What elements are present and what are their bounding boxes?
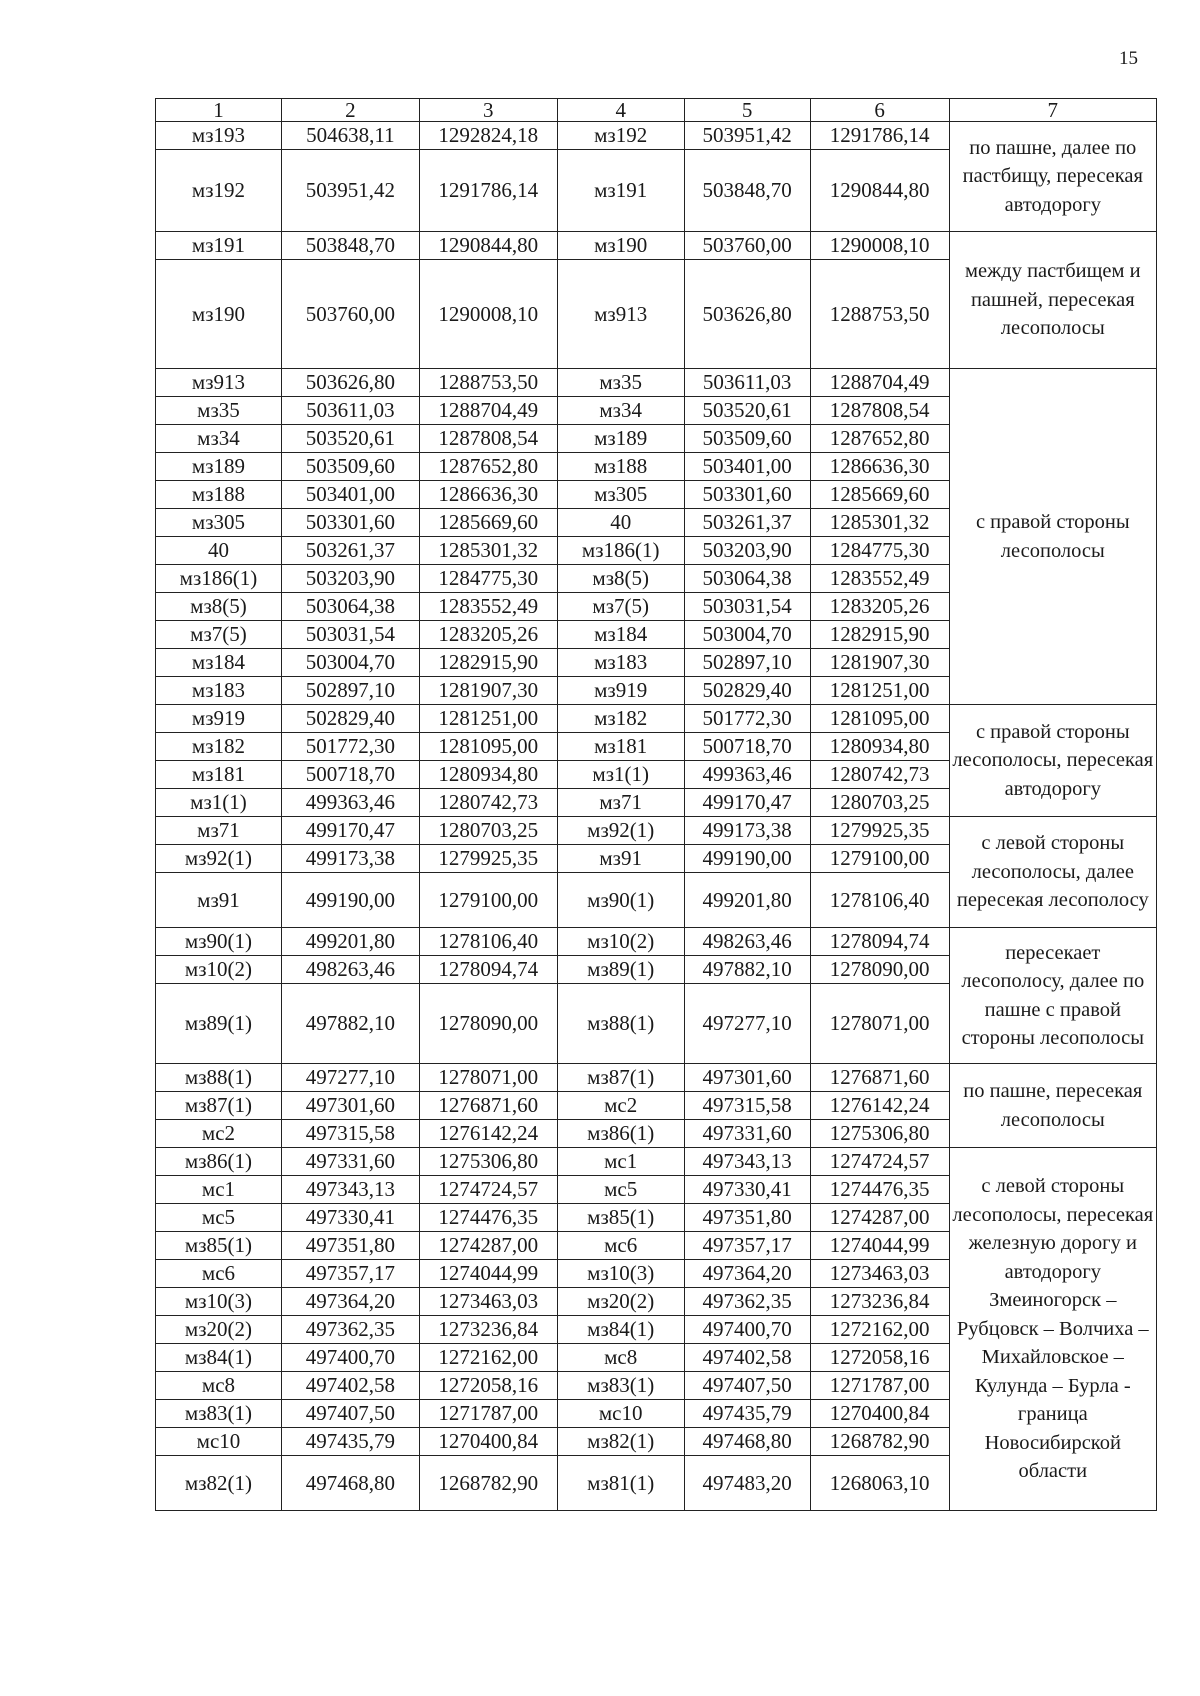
table-cell: мз90(1) [156,928,282,956]
table-cell: мз35 [156,397,282,425]
table-cell: 1278094,74 [419,956,557,984]
table-cell: 1280742,73 [810,761,949,789]
header-cell: 3 [419,99,557,122]
table-cell: 502829,40 [684,677,810,705]
table-cell: 503004,70 [281,649,419,677]
table-cell: 1274287,00 [419,1232,557,1260]
table-cell: 1280934,80 [810,733,949,761]
table-cell: 1278090,00 [419,984,557,1064]
table-cell: мз193 [156,122,282,150]
table-cell: мз34 [557,397,684,425]
table-cell: 1278106,40 [810,873,949,928]
table-cell: мз71 [156,817,282,845]
table-row [156,928,1157,956]
table-cell: мз1(1) [156,789,282,817]
table-cell: 503301,60 [684,481,810,509]
table-cell: мз190 [156,260,282,369]
table-row [156,705,1157,733]
table-row [156,232,1157,260]
table-cell: 1272162,00 [810,1316,949,1344]
table-cell: 1272058,16 [810,1344,949,1372]
table-cell: 503509,60 [281,453,419,481]
table-cell: 1273463,03 [810,1260,949,1288]
table-cell: мз186(1) [156,565,282,593]
table-cell: 497402,58 [684,1344,810,1372]
table-cell: 1290844,80 [810,150,949,232]
table-cell: мз91 [156,873,282,928]
table-cell: 497882,10 [684,956,810,984]
table-cell: 497301,60 [281,1092,419,1120]
table-cell: мз86(1) [156,1148,282,1176]
table-cell: мз91 [557,845,684,873]
table-cell: 503031,54 [684,593,810,621]
table-cell: мз189 [156,453,282,481]
table-cell: 1270400,84 [810,1400,949,1428]
table-cell: 1268063,10 [810,1456,949,1511]
table-cell: мз184 [156,649,282,677]
table-cell: 1285301,32 [419,537,557,565]
table-cell: 504638,11 [281,122,419,150]
table-cell: мс10 [156,1428,282,1456]
table-cell: 503509,60 [684,425,810,453]
table-cell: 1275306,80 [810,1120,949,1148]
table-cell: 1282915,90 [810,621,949,649]
table-cell: 1274724,57 [419,1176,557,1204]
table-cell: мз186(1) [557,537,684,565]
table-cell: мс8 [557,1344,684,1372]
table-cell: 499190,00 [281,873,419,928]
table-cell: мз85(1) [557,1204,684,1232]
table-cell: 500718,70 [684,733,810,761]
table-cell: 1285301,32 [810,509,949,537]
table-cell: 503951,42 [281,150,419,232]
table-cell: 1271787,00 [810,1372,949,1400]
table-cell: 503031,54 [281,621,419,649]
table-cell: мз183 [557,649,684,677]
table-cell: 1279925,35 [810,817,949,845]
table-cell: 1283552,49 [419,593,557,621]
table-cell: 1292824,18 [419,122,557,150]
table-cell: мз182 [156,733,282,761]
header-cell: 2 [281,99,419,122]
table-cell: 499201,80 [684,873,810,928]
table-cell: мз87(1) [156,1092,282,1120]
table-cell: мс10 [557,1400,684,1428]
table-cell: 503064,38 [684,565,810,593]
table-cell: мз7(5) [156,621,282,649]
table-cell: 1274476,35 [810,1176,949,1204]
table-cell: 503611,03 [281,397,419,425]
table-cell: мз192 [557,122,684,150]
table-cell: 1279925,35 [419,845,557,873]
table-cell: мз191 [156,232,282,260]
table-cell: мз8(5) [156,593,282,621]
table-cell: 499170,47 [281,817,419,845]
route-description: с правой стороны лесополосы, пересекая автодорогу [949,705,1156,817]
table-cell: мз183 [156,677,282,705]
table-cell: мз88(1) [156,1064,282,1092]
table-cell: мз82(1) [156,1456,282,1511]
table-cell: 1290008,10 [419,260,557,369]
table-cell: мз35 [557,369,684,397]
table-cell: 503261,37 [281,537,419,565]
table-cell: 499173,38 [281,845,419,873]
header-cell: 5 [684,99,810,122]
table-cell: 503626,80 [684,260,810,369]
table-row [156,369,1157,397]
table-cell: 503004,70 [684,621,810,649]
table-cell: 40 [156,537,282,565]
table-cell: 1274287,00 [810,1204,949,1232]
table-cell: 1280934,80 [419,761,557,789]
table-cell: 1284775,30 [419,565,557,593]
table-cell: 503626,80 [281,369,419,397]
table-cell: 1272058,16 [419,1372,557,1400]
table-cell: мс5 [557,1176,684,1204]
table-cell: 1288753,50 [810,260,949,369]
table-cell: 503401,00 [281,481,419,509]
table-cell: 499170,47 [684,789,810,817]
route-description: пересекает лесополосу, далее по пашне с правой стороны лесополосы [949,928,1156,1064]
table-cell: мз190 [557,232,684,260]
table-cell: 1281251,00 [419,705,557,733]
table-cell: 497331,60 [281,1148,419,1176]
table-cell: 502829,40 [281,705,419,733]
table-cell: 501772,30 [281,733,419,761]
table-cell: 497330,41 [684,1176,810,1204]
table-cell: мз10(3) [156,1288,282,1316]
table-row [156,1064,1157,1092]
table-cell: 497400,70 [281,1344,419,1372]
table-cell: мз188 [156,481,282,509]
table-cell: 1274476,35 [419,1204,557,1232]
table-cell: 1285669,60 [810,481,949,509]
route-description: с левой стороны лесополосы, пересекая железную дорогу и автодорогу Змеиногорск – Рубцовск – Волчиха – Михайловское – Кулунда – Бурла - граница Новосибирской области [949,1148,1156,1511]
table-cell: 1276871,60 [810,1064,949,1092]
table-cell: 497402,58 [281,1372,419,1400]
table-cell: мз87(1) [557,1064,684,1092]
table-row [156,1148,1157,1176]
table-cell: 497315,58 [684,1092,810,1120]
table-cell: 499201,80 [281,928,419,956]
table-cell: мз71 [557,789,684,817]
table-cell: мз919 [557,677,684,705]
table-cell: 499190,00 [684,845,810,873]
table-cell: 1275306,80 [419,1148,557,1176]
table-cell: 497277,10 [281,1064,419,1092]
table-cell: 502897,10 [281,677,419,705]
table-cell: 1283205,26 [419,621,557,649]
table-cell: мз81(1) [557,1456,684,1511]
table-cell: 1281907,30 [810,649,949,677]
table-cell: 503203,90 [684,537,810,565]
table-cell: мз92(1) [156,845,282,873]
table-cell: мз10(2) [557,928,684,956]
table-cell: 497362,35 [281,1316,419,1344]
table-cell: 503261,37 [684,509,810,537]
table-cell: мз90(1) [557,873,684,928]
table-cell: 497483,20 [684,1456,810,1511]
table-cell: 1281095,00 [810,705,949,733]
table-cell: 1281095,00 [419,733,557,761]
table-cell: 1283205,26 [810,593,949,621]
table-cell: мс2 [557,1092,684,1120]
table-cell: 1287652,80 [810,425,949,453]
table-cell: 1273236,84 [810,1288,949,1316]
table-cell: 497407,50 [684,1372,810,1400]
table-cell: мс6 [557,1232,684,1260]
table-cell: мз92(1) [557,817,684,845]
header-cell: 4 [557,99,684,122]
table-cell: 1276871,60 [419,1092,557,1120]
table-cell: мз83(1) [557,1372,684,1400]
table-cell: мз305 [557,481,684,509]
table-cell: мз8(5) [557,565,684,593]
table-cell: мз919 [156,705,282,733]
table-cell: 1284775,30 [810,537,949,565]
route-description: с правой стороны лесополосы [949,369,1156,705]
table-cell: 1280742,73 [419,789,557,817]
route-description: с левой стороны лесополосы, далее пересекая лесополосу [949,817,1156,928]
table-cell: мз10(3) [557,1260,684,1288]
table-cell: 1274044,99 [419,1260,557,1288]
table-cell: 497343,13 [281,1176,419,1204]
route-description: по пашне, пересекая лесополосы [949,1064,1156,1148]
page-number: 15 [1119,48,1138,69]
table-cell: мс5 [156,1204,282,1232]
table-cell: 497351,80 [684,1204,810,1232]
table-cell: 497351,80 [281,1232,419,1260]
table-cell: 503951,42 [684,122,810,150]
table-cell: мз7(5) [557,593,684,621]
table-cell: 497343,13 [684,1148,810,1176]
table-cell: 1285669,60 [419,509,557,537]
table-cell: 1288704,49 [810,369,949,397]
table-cell: 1286636,30 [810,453,949,481]
table-cell: мс2 [156,1120,282,1148]
table-cell: 1287652,80 [419,453,557,481]
table-cell: 497468,80 [281,1456,419,1511]
table-cell: 497301,60 [684,1064,810,1092]
table-cell: мз188 [557,453,684,481]
table-cell: 1276142,24 [419,1120,557,1148]
table-cell: 497277,10 [684,984,810,1064]
table-cell: 497364,20 [281,1288,419,1316]
table-cell: 1287808,54 [419,425,557,453]
table-cell: 497468,80 [684,1428,810,1456]
table-cell: 497357,17 [281,1260,419,1288]
table-cell: 503848,70 [684,150,810,232]
table-cell: 501772,30 [684,705,810,733]
table-cell: мз913 [156,369,282,397]
table-cell: 497357,17 [684,1232,810,1260]
table-cell: 1274044,99 [810,1232,949,1260]
table-cell: мз84(1) [557,1316,684,1344]
table-cell: мз192 [156,150,282,232]
table-cell: мз181 [156,761,282,789]
header-cell: 7 [949,99,1156,122]
table-cell: 499363,46 [281,789,419,817]
table-cell: мз189 [557,425,684,453]
table-cell: 1278071,00 [810,984,949,1064]
table-cell: 1273463,03 [419,1288,557,1316]
table-cell: 503848,70 [281,232,419,260]
table-cell: 1279100,00 [419,873,557,928]
table-cell: 1280703,25 [419,817,557,845]
table-cell: мз82(1) [557,1428,684,1456]
table-cell: 1290008,10 [810,232,949,260]
table-cell: 1268782,90 [810,1428,949,1456]
table-cell: 1271787,00 [419,1400,557,1428]
table-cell: 1273236,84 [419,1316,557,1344]
table-cell: 497400,70 [684,1316,810,1344]
table-cell: мз89(1) [557,956,684,984]
table-cell: 1272162,00 [419,1344,557,1372]
table-cell: 503520,61 [684,397,810,425]
table-cell: 1288753,50 [419,369,557,397]
table-cell: 498263,46 [684,928,810,956]
table-cell: 498263,46 [281,956,419,984]
table-cell: 497435,79 [281,1428,419,1456]
table-cell: 497362,35 [684,1288,810,1316]
table-cell: 1278071,00 [419,1064,557,1092]
table-cell: мз83(1) [156,1400,282,1428]
table-cell: 1281251,00 [810,677,949,705]
table-cell: мс1 [156,1176,282,1204]
table-cell: 497435,79 [684,1400,810,1428]
table-cell: мз20(2) [156,1316,282,1344]
table-cell: 500718,70 [281,761,419,789]
table-cell: мс6 [156,1260,282,1288]
table-cell: 1274724,57 [810,1148,949,1176]
table-cell: 503401,00 [684,453,810,481]
table-cell: мз86(1) [557,1120,684,1148]
table-cell: 1288704,49 [419,397,557,425]
table-cell: 1279100,00 [810,845,949,873]
table-cell: 1278106,40 [419,928,557,956]
header-cell: 1 [156,99,282,122]
table-cell: 1276142,24 [810,1092,949,1120]
table-cell: 503064,38 [281,593,419,621]
table-cell: 497882,10 [281,984,419,1064]
table-cell: 502897,10 [684,649,810,677]
table-cell: 1283552,49 [810,565,949,593]
table-cell: 1278094,74 [810,928,949,956]
table-cell: 497330,41 [281,1204,419,1232]
coordinates-table [155,98,1157,1511]
table-cell: 503760,00 [281,260,419,369]
header-row [156,99,1157,122]
table-cell: 503760,00 [684,232,810,260]
header-cell: 6 [810,99,949,122]
table-cell: 1291786,14 [419,150,557,232]
table-cell: 497407,50 [281,1400,419,1428]
table-cell: 503203,90 [281,565,419,593]
table-cell: мз182 [557,705,684,733]
table-cell: мс1 [557,1148,684,1176]
table-cell: 503520,61 [281,425,419,453]
table-cell: 1268782,90 [419,1456,557,1511]
table-cell: 499363,46 [684,761,810,789]
table-cell: мз181 [557,733,684,761]
table-cell: 1270400,84 [419,1428,557,1456]
table-cell: 1290844,80 [419,232,557,260]
table-cell: 499173,38 [684,817,810,845]
table-row [156,122,1157,150]
table-cell: 1280703,25 [810,789,949,817]
table-cell: 1291786,14 [810,122,949,150]
table-cell: 1286636,30 [419,481,557,509]
table-row [156,817,1157,845]
table-cell: мз34 [156,425,282,453]
table-cell: мз20(2) [557,1288,684,1316]
table-cell: 40 [557,509,684,537]
table-cell: 1281907,30 [419,677,557,705]
table-cell: 1278090,00 [810,956,949,984]
table-cell: мз88(1) [557,984,684,1064]
table-cell: мз913 [557,260,684,369]
table-cell: мз10(2) [156,956,282,984]
table-cell: 503611,03 [684,369,810,397]
table-cell: мз85(1) [156,1232,282,1260]
table-cell: 497315,58 [281,1120,419,1148]
table-cell: 497331,60 [684,1120,810,1148]
table-cell: мз191 [557,150,684,232]
route-description: между пастбищем и пашней, пересекая лесополосы [949,232,1156,369]
table-cell: мз84(1) [156,1344,282,1372]
table-cell: мз89(1) [156,984,282,1064]
table-cell: 1282915,90 [419,649,557,677]
route-description: по пашне, далее по пастбищу, пересекая автодорогу [949,122,1156,232]
table-cell: 497364,20 [684,1260,810,1288]
table-cell: мз1(1) [557,761,684,789]
table-cell: мз184 [557,621,684,649]
table-cell: мс8 [156,1372,282,1400]
table-cell: 1287808,54 [810,397,949,425]
table-cell: 503301,60 [281,509,419,537]
table-cell: мз305 [156,509,282,537]
